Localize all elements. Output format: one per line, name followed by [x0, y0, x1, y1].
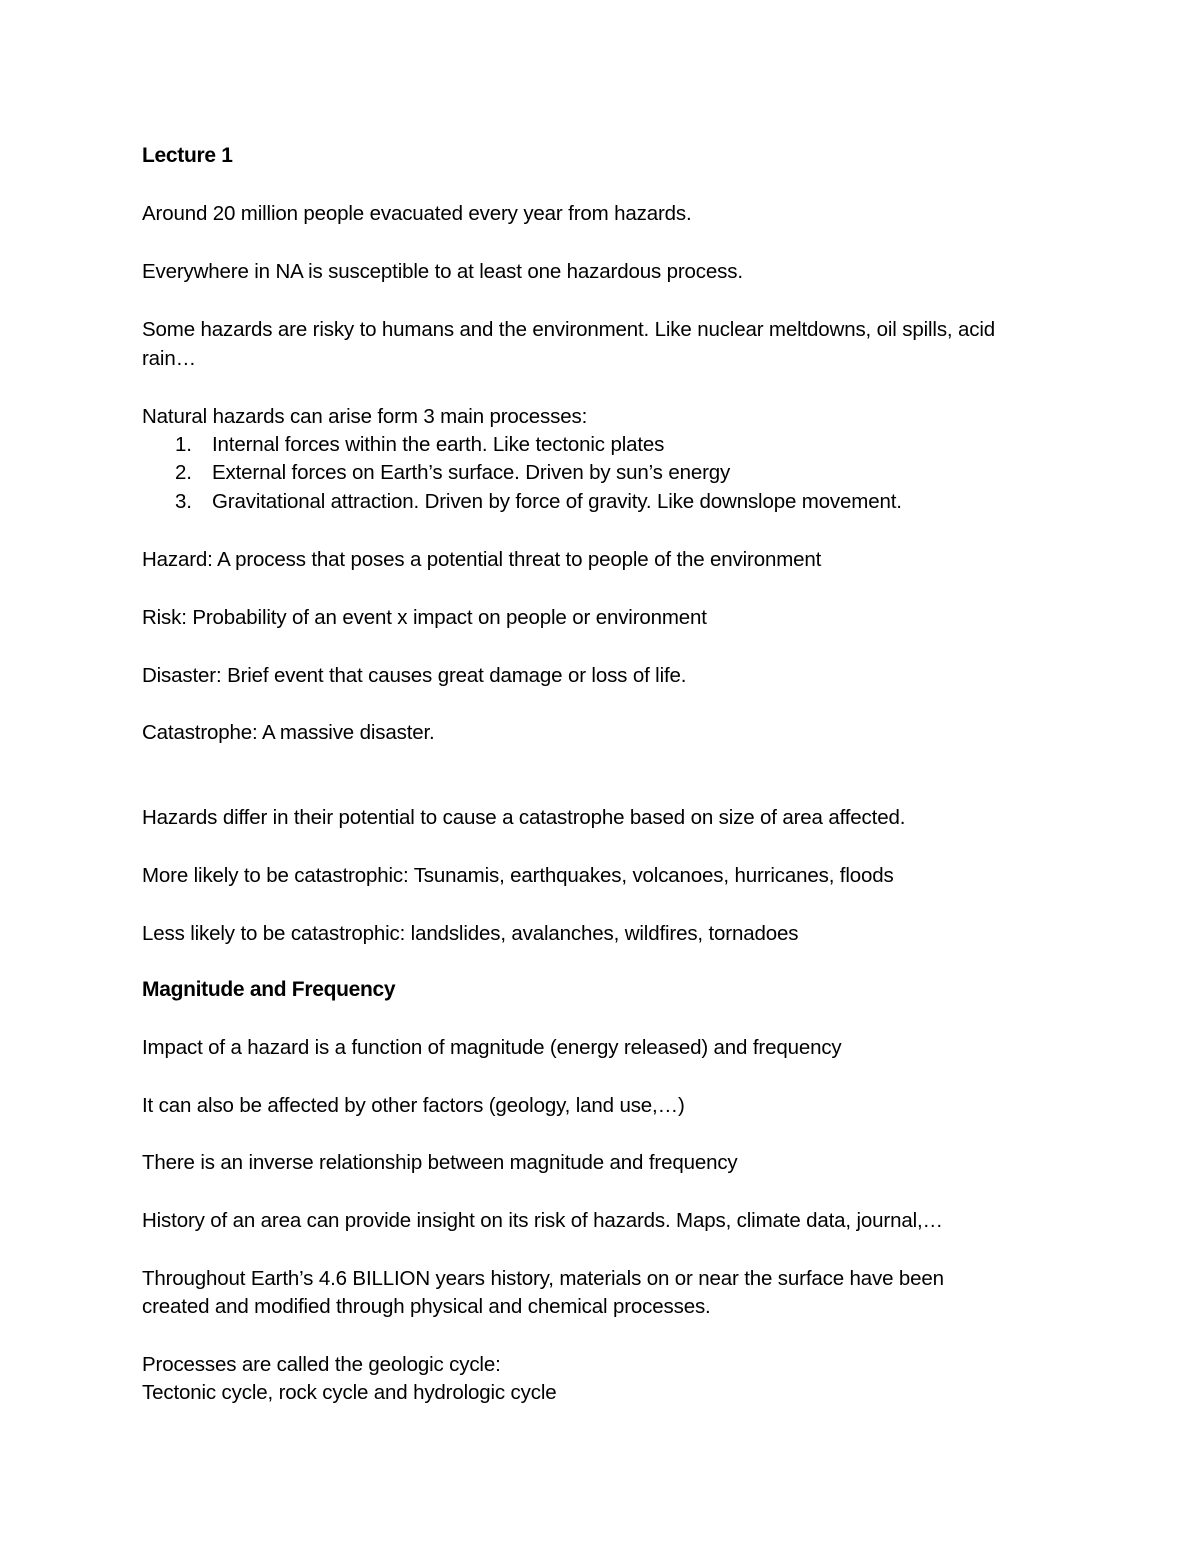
paragraph-geologic-cycle: Processes are called the geologic cycle:	[142, 1353, 501, 1376]
paragraph-risky-line1: Some hazards are risky to humans and the environment. Like nuclear meltdowns, oil spills, acid	[142, 318, 996, 341]
list-item-text: Gravitational attraction. Driven by force of gravity. Like downslope movement.	[212, 490, 902, 513]
definition-catastrophe: Catastrophe: A massive disaster.	[142, 721, 435, 744]
paragraph-throughout-line1: Throughout Earth’s 4.6 BILLION years history, materials on or near the surface have been	[142, 1267, 944, 1290]
paragraph-inverse: There is an inverse relationship between magnitude and frequency	[142, 1151, 738, 1174]
paragraph-evacuated: Around 20 million people evacuated every year from hazards.	[142, 202, 692, 225]
paragraph-impact: Impact of a hazard is a function of magnitude (energy released) and frequency	[142, 1036, 842, 1059]
section-heading: Magnitude and Frequency	[142, 978, 396, 1001]
paragraph-cycles-list: Tectonic cycle, rock cycle and hydrologic cycle	[142, 1381, 557, 1404]
paragraph-processes-intro: Natural hazards can arise form 3 main processes:	[142, 405, 588, 428]
list-item	[142, 459, 1062, 487]
list-item	[142, 431, 1062, 459]
list-number: 2.	[175, 461, 192, 484]
page-title: Lecture 1	[142, 144, 233, 167]
paragraph-more-likely: More likely to be catastrophic: Tsunamis, earthquakes, volcanoes, hurricanes, floods	[142, 864, 894, 887]
list-item-text: External forces on Earth’s surface. Driven by sun’s energy	[212, 461, 731, 484]
list-number: 1.	[175, 433, 192, 456]
paragraph-other-factors: It can also be affected by other factors (geology, land use,…)	[142, 1094, 685, 1117]
list-item	[142, 488, 1062, 516]
list-number: 3.	[175, 490, 192, 513]
definition-disaster: Disaster: Brief event that causes great damage or loss of life.	[142, 664, 687, 687]
definition-risk: Risk: Probability of an event x impact on people or environment	[142, 606, 707, 629]
definition-hazard: Hazard: A process that poses a potential threat to people of the environment	[142, 548, 822, 571]
paragraph-risky-line2: rain…	[142, 347, 196, 370]
paragraph-less-likely: Less likely to be catastrophic: landslides, avalanches, wildfires, tornadoes	[142, 922, 799, 945]
list-item-text: Internal forces within the earth. Like tectonic plates	[212, 433, 665, 456]
paragraph-history: History of an area can provide insight on its risk of hazards. Maps, climate data, journal,…	[142, 1209, 943, 1232]
paragraph-throughout-line2: created and modified through physical and chemical processes.	[142, 1295, 711, 1318]
paragraph-differ: Hazards differ in their potential to cause a catastrophe based on size of area affected.	[142, 806, 906, 829]
paragraph-susceptible: Everywhere in NA is susceptible to at least one hazardous process.	[142, 260, 743, 283]
